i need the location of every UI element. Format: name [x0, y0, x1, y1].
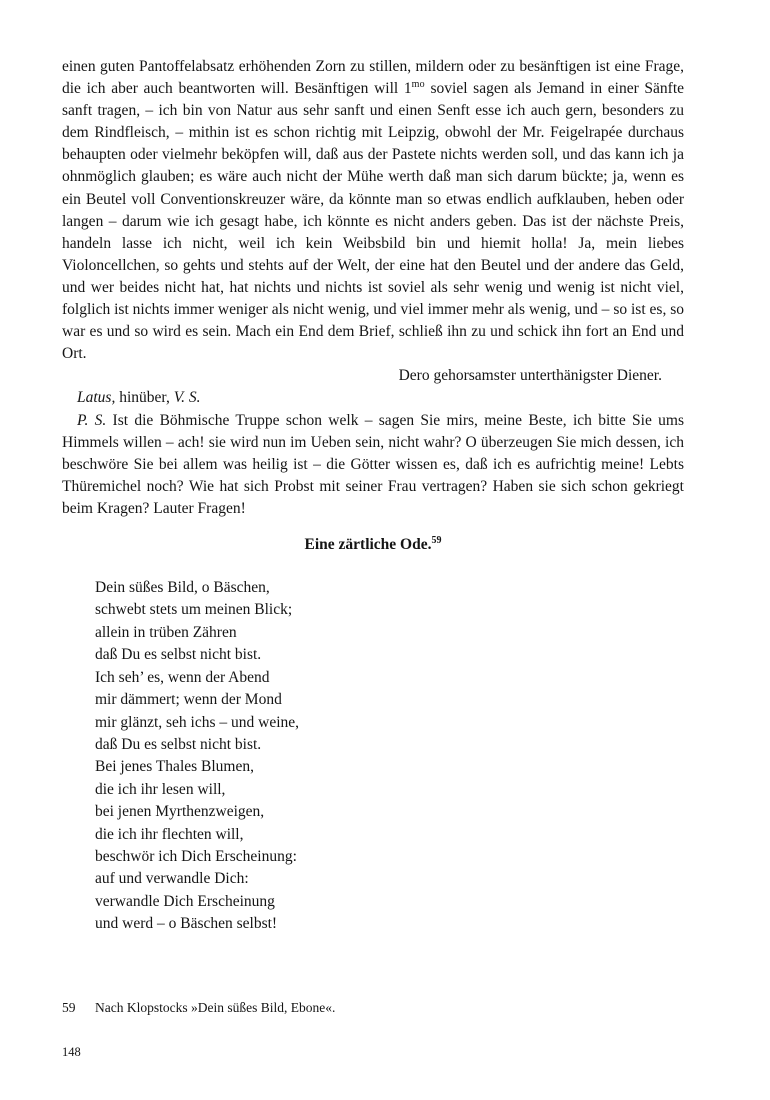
footnote-text: Nach Klopstocks »Dein süßes Bild, Ebone«. — [95, 1000, 336, 1015]
footnote — [62, 999, 684, 1017]
poem-stanza — [95, 577, 684, 936]
footnote-number: 59 — [62, 1000, 76, 1015]
prose-paragraph — [62, 56, 684, 365]
postscript-label: P. S. — [77, 411, 107, 429]
poem-line: daß Du es selbst nicht bist. — [95, 735, 262, 753]
postscript-paragraph — [62, 410, 684, 520]
page-number: 148 — [62, 1045, 81, 1059]
poem-line: auf und verwandle Dich: — [95, 870, 249, 888]
prose-text-after-superscript: soviel sagen als Jemand in einer Sänfte sanft tragen, – ich bin von Natur aus sehr sanft und einen Senft esse ich auch gern, besonders zu dem Rindfleisch, – mithin ist es schon richtig mit Leipzig, obwohl der Mr. Feigelrapée durchaus behaupten oder vielmehr beköpfen will, daß aus der Pastete nichts werden soll, und das kann ich ja ohnmöglich glauben; es wäre auch nicht der Mühe werth daß man sich darum bückte; ja, wenn es ein Beutel voll Conventionskreuzer wäre, da könnte man so etwas endlich aufklauben, heben oder langen – darum wie ich gesagt habe, ich könnte es nicht anders geben. Das ist der nächste Preis, handeln lasse ich nicht, weil ich kein Weibsbild bin und hiemit holla! Ja, mein liebes Violoncellchen, so gehts und stehts auf der Welt, der eine hat den Beutel und der andere das Geld, und wer beides nicht hat, hat nichts und nichts ist soviel als sehr wenig und wenig ist nicht viel, folglich ist nichts immer weniger als nicht wenig, und viel immer mehr als wenig, und – so ist es, so war es und so wird es sein. Mach ein End dem Brief, schließ ihn zu und schick ihn fort an End und Ort. — [62, 80, 685, 363]
signature-line: Dero gehorsamster unterthänigster Diener. — [398, 367, 662, 385]
poem-line: und werd – o Bäschen selbst! — [95, 915, 278, 933]
poem-line: beschwör ich Dich Erscheinung: — [95, 847, 297, 865]
latus-word: Latus, — [77, 389, 116, 407]
latus-roman-text: hinüber, — [115, 389, 174, 407]
poem-line: Bei jenes Thales Blumen, — [95, 758, 254, 776]
poem-line: allein in trüben Zähren — [95, 623, 237, 641]
poem-line: daß Du es selbst nicht bist. — [95, 646, 262, 664]
poem-line: die ich ihr flechten will, — [95, 825, 244, 843]
ode-heading-text: Eine zärtliche Ode. — [304, 535, 432, 553]
poem-line: Ich seh’ es, wenn der Abend — [95, 668, 270, 686]
poem-line: mir dämmert; wenn der Mond — [95, 691, 282, 709]
poem-line: die ich ihr lesen will, — [95, 780, 226, 798]
poem-line: verwandle Dich Erscheinung — [95, 892, 275, 910]
ode-heading — [62, 534, 684, 556]
prose-text-before-superscript: einen guten Pantoffelabsatz erhöhenden Zorn zu stillen, mildern oder zu besänftigen ist eine Frage, die ich aber auch beantworten will. Besänftigen will 1 — [62, 58, 684, 98]
latus-line — [62, 387, 684, 409]
ode-footnote-reference: 59 — [431, 534, 442, 546]
latus-initials: V. S. — [173, 389, 201, 407]
postscript-text: Ist die Böhmische Truppe schon welk – sagen Sie mirs, meine Beste, ich bitte Sie ums Himmels willen – ach! sie wird nun im Ueben sein, nicht wahr? O überzeugen Sie mich dessen, ich beschwöre Sie bei allem was heilig ist – die Götter wissen es, daß ich es aufrichtig meine! Lebts Thüremichel noch? Wie hat sich Probst mit seiner Frau vertragen? Haben sie sich schon gekriegt beim Kragen? Lauter Fragen! — [62, 411, 684, 517]
poem-line: mir glänzt, seh ichs – und weine, — [95, 713, 300, 731]
poem-line: bei jenen Myrthenzweigen, — [95, 803, 265, 821]
poem-line: Dein süßes Bild, o Bäschen, — [95, 579, 270, 597]
superscript-primo: mo — [411, 78, 425, 90]
poem-line: schwebt stets um meinen Blick; — [95, 601, 293, 619]
